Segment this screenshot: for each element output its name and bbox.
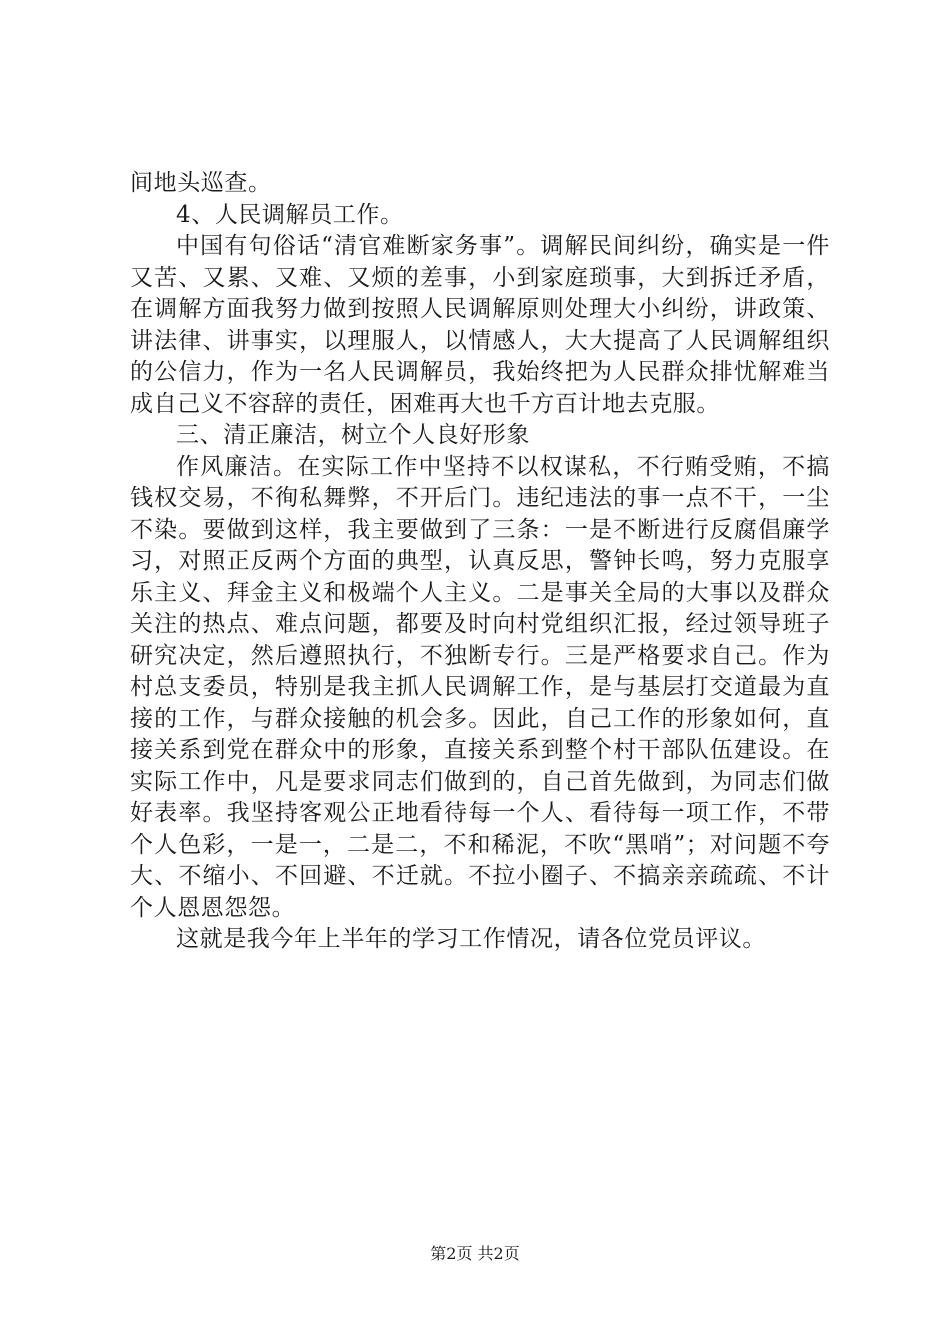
document-body (130, 168, 830, 956)
subsection-heading: 4、人民调解员工作。 (176, 201, 404, 228)
page-number-footer: 第2页 共2页 (430, 1244, 520, 1263)
paragraph-continuation: 间地头巡查。 (130, 170, 272, 196)
paragraph-mediation: 中国有句俗话“清官难断家务事”。调解民间纠纷，确实是一件又苦、又累、又难、又烦的差事，小到家庭琐事，大到拆迁矛盾，在调解方面我努力做到按照人民调解原则处理大小纠纷，讲政策、讲法律、讲事实，以理服人，以情感人，大大提高了人民调解组织的公信力，作为一名人民调解员，我始终把为人民群众排忧解难当成自己义不容辞的责任，困难再大也千方百计地去克服。 (130, 233, 830, 417)
paragraph-integrity: 作风廉洁。在实际工作中坚持不以权谋私，不行贿受贿，不搞钱权交易，不徇私舞弊，不开后门。违纪违法的事一点不干，一尘不染。要做到这样，我主要做到了三条：一是不断进行反腐倡廉学习，对照正反两个方面的典型，认真反思，警钟长鸣，努力克服享乐主义、拜金主义和极端个人主义。二是事关全局的大事以及群众关注的热点、难点问题，都要及时向村党组织汇报，经过领导班子研究决定，然后遵照执行，不独断专行。三是严格要求自己。作为村总支委员，特别是我主抓人民调解工作，是与基层打交道最为直接的工作，与群众接触的机会多。因此，自己工作的形象如何，直接关系到党在群众中的形象，直接关系到整个村干部队伍建设。在实际工作中，凡是要求同志们做到的，自己首先做到，为同志们做好表率。我坚持客观公正地看待每一个人、看待每一项工作，不带个人色彩，一是一，二是二，不和稀泥，不吹“黑哨”；对问题不夸大、不缩小、不回避、不迁就。不拉小圈子、不搞亲亲疏疏、不计个人恩恩怨怨。 (130, 453, 830, 921)
paragraph-closing: 这就是我今年上半年的学习工作情况，请各位党员评议。 (176, 926, 766, 952)
section-heading: 三、清正廉洁，树立个人良好形象 (176, 422, 530, 448)
